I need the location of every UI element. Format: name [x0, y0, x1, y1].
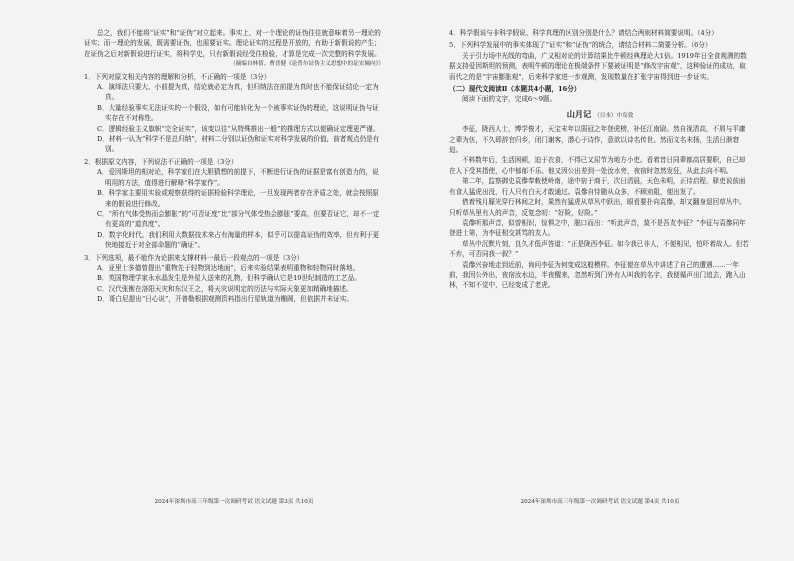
- q2-option-c: C．“所有气体受热而会膨胀”的“可否证度”比“部分气体受热会膨胀”要高，但要否证它，却不一定有更高的“道真度”。: [97, 209, 380, 229]
- story-author: （日本）中岛敦: [594, 112, 634, 119]
- story-paragraph: 借着残月朦光穿行林间之时，果然有猛虎从草丛中跃出，眼看要扑向袁傪，却又翻身退回草丛中。只听草丛里有人的声音，反复念叨：“好险，好险。”: [449, 198, 746, 217]
- q3-option-b: B．英国物理学家永水晶发生是外星人送来的礼物，但科学确认它是19世纪制造的工艺品。: [97, 274, 361, 283]
- question-5-material: 关于引力场中光线的弯曲，广义相对论的计算结果比牛顿经典理论大1倍。1919年日全食观测的数据支持爱因斯坦的预测，表明牛顿的理论在极端条件下要被证明是“修改宇宙观”，这种验证的成功，取而代之的是“宇宙膨胀观”，后来科学家进一步观测，发现数量在扩张宇宙得到进一步证实。: [449, 51, 747, 81]
- source-citation: （摘编自林倩、曹晋健《论普尔证伪主义思想中的证实倾向》）: [230, 61, 384, 68]
- q2-option-a: A．爱因斯坦的相对论，科学家们在大胆猜想的前提下，不断进行证伪的证据是富有创造力的，说明用的方法，值得进行解释“科学家作”。: [97, 168, 379, 187]
- question-5: 5．下列科学发展中的事实体现了“证实”和“证伪”的统合，请结合材料二简要分析。（6分）: [449, 41, 712, 50]
- question-4: 4．科学假说与非科学假说、科学真理的区别分别是什么？请结合两则材料简要说明。（4分）: [449, 29, 718, 37]
- q3-option-a: A．亚里士多德曾提出“重物先于轻物到达地面”，后来实验结果表明重物和轻物同时落地。: [97, 263, 360, 272]
- story-paragraph: 不料数年后，生活困顿，迫于衣食，不得已又屈节为地方小吏。看着昔日同辈都高居要职，自己却在人下受其指使，心中郁郁不乐。他又因公出差到一处汝水旁，夜宿时忽然发狂，从此去向不明。: [449, 156, 746, 175]
- story-paragraph: 草丛中沉默片刻，良久才低声答道：“正是陇西李征。如今我已非人，不便相见，怕吓着故人。但若不弃，可否同我一叙？”: [449, 239, 749, 259]
- story-title-block: [449, 109, 751, 121]
- story-paragraph: 袁傪兴奋地走到近前，询问李征为何变成这般模样。李征便在草丛中讲述了自己的遭遇……一年前，我因公外出，夜宿汝水边，半夜醒来，忽然听到门外有人叫我的名字，我便循声出门追去，跑入山林，不知不觉中，已经变成了老虎。: [449, 260, 746, 290]
- section-heading: （二）现代文阅读Ⅱ（本题共4小题，16分）: [449, 85, 581, 94]
- left-page-footer: 2024年深圳市高三年级第一次调研考试 语文试题 第3页 共10页: [154, 499, 314, 505]
- story-paragraph: 袁傪听那声音，似曾相识，惊惧之中，脱口而出：“听此声音，莫不是吾友李征？”李征与袁傪同年登进士第，为李征相交甚笃的友人。: [449, 218, 746, 238]
- q2-option-b: B．科学家主要用实验或观察获得的证据检验科学理论，一旦发现两者存在矛盾之处，就会按照原来的假说进行修改。: [97, 189, 379, 208]
- story-title: 山月记: [566, 108, 592, 119]
- reading-instruction: 阅读下面的文字，完成6～9题。: [462, 95, 557, 104]
- q2-option-d: D．数字化时代，我们利用大数据技术来占有海量的样本，似乎可以提高证伪的效率，但有利于更快地接近于对全部命题的“确证”。: [97, 230, 380, 250]
- q1-option-a: A．演绎法只要大、小前提为真，结论就必定为真，但归纳法在前提为真时也不能保证结论一定为真。: [97, 83, 379, 102]
- question-1-stem: 1．下列对原文相关内容的理解和分析，不正确的一项是（3分）: [84, 72, 271, 81]
- story-paragraph: 第二年，监察御史袁傪奉敕使岭南，途中宿于商于，次日清晨，天色未明，正待启程，驿吏说前面有食人猛虎出没，行人只有白天才敢通过。袁傪自恃随从众多，不顾劝阻，便出发了。: [449, 177, 746, 196]
- left-page: [84, 28, 384, 305]
- q1-option-b: B．大量经验事实无法证实的一个假设，如有可能转化为一个被事实证伪的理论，这说明证伪与证实存在不对称性。: [97, 103, 379, 123]
- q3-option-d: D．哥白尼提出“日心说”，开普勒根据观测资料指出行星轨道为椭圆，但依据并未证实。: [97, 295, 353, 304]
- question-2-stem: 2．根据原文内容，下列说法不正确的一项是（3分）: [84, 157, 238, 166]
- intro-paragraph: 总之，我们不能将“证实”和“证伪”对立起来。事实上，对一个理论的证伪往往就意味着另一理论的证实；而一理论的发展，既需要证伪，也需要证实。理论证实的过程是开放的，有助于新假说的产生；在证伪之后对新假说进行证实，将科学史，只有新假说经受住检验，才算是完成一次完整的科学发展。: [84, 29, 381, 58]
- q3-option-c: C．汉代张衡在洛阳天灾和东汉王之，将天灾说明定的历法与实际天象更加精确地描述。: [97, 284, 353, 293]
- question-3-stem: 3．下列选项，最不能作为论据来支撑材料一最后一段观点的一项是（3分）: [84, 253, 304, 262]
- q1-option-d: D．材料一认为“科学不是总归纳”，材料二分别以证伪和证实对科学发展的价值，前者观点仍是有别。: [97, 135, 380, 154]
- story-paragraph: 李征，陇西人士，博学俊才，天宝末年以弱冠之年登虎榜，补任江南尉。然自视清高，不屑与平庸之辈为伍，不久即辞官归乡，闭门谢客，潜心于诗作，意欲以诗名传世。然而文名未扬，生活日渐窘迫。: [449, 125, 746, 155]
- q1-option-c: C．逻辑经验主义旗帜“完全证实”，该变以往“从特殊推出一般”的推理方式以便确证定理更严谨。: [97, 124, 380, 133]
- right-page-footer: 2024年深圳市高三年级第一次调研考试 语文试题 第4页 共10页: [520, 499, 680, 505]
- right-page: [449, 28, 751, 291]
